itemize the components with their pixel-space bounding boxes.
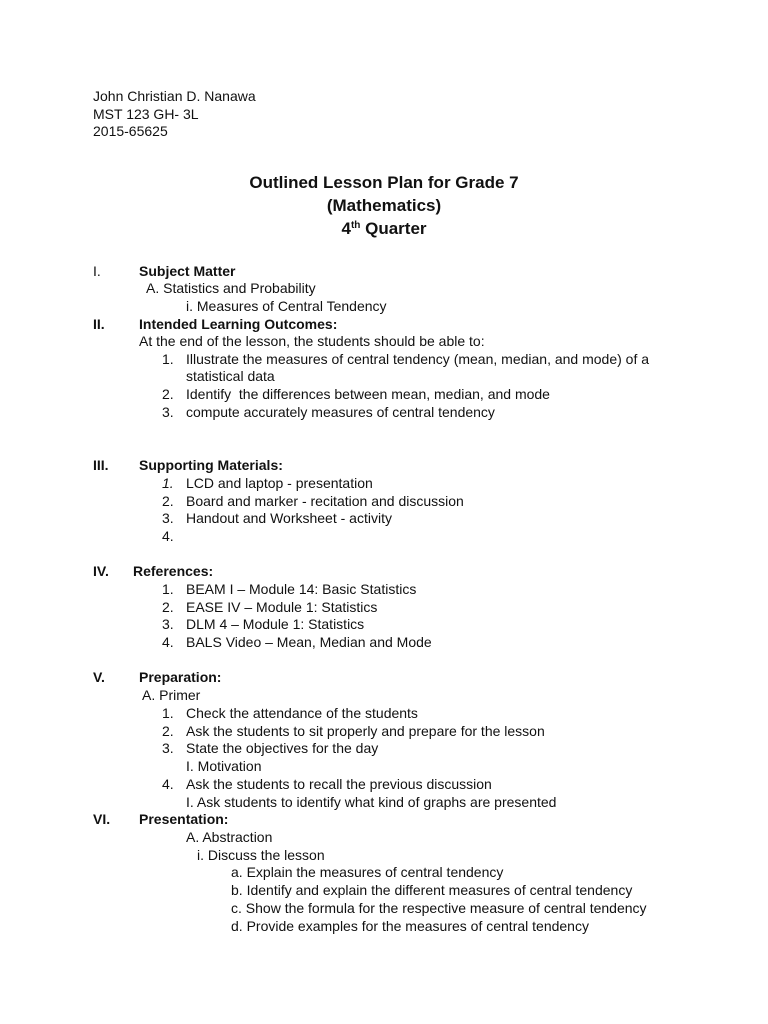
document-subtitle: (Mathematics)	[326, 196, 442, 215]
list-item-number: 2.	[162, 599, 174, 615]
list-item: State the objectives for the day	[186, 740, 379, 756]
student-id: 2015-65625	[93, 123, 168, 139]
list-item: BEAM I – Module 14: Basic Statistics	[186, 581, 417, 597]
section-3-heading: Supporting Materials:	[139, 457, 283, 473]
list-item: Handout and Worksheet - activity	[186, 510, 392, 526]
list-item: Illustrate the measures of central tendency (mean, median, and mode) of a	[186, 351, 650, 367]
list-item-number: 2.	[162, 386, 174, 402]
list-item: Ask the students to sit properly and prepare for the lesson	[186, 723, 545, 739]
list-item: Board and marker - recitation and discussion	[186, 493, 464, 509]
section-5-number: V.	[93, 669, 105, 685]
course-code: MST 123 GH- 3L	[93, 106, 199, 122]
list-item-number: 4.	[162, 528, 174, 544]
list-item: EASE IV – Module 1: Statistics	[186, 599, 378, 615]
document-quarter	[0, 218, 768, 240]
list-item-continuation: statistical data	[186, 368, 275, 384]
list-item: LCD and laptop - presentation	[186, 475, 373, 491]
list-item-number: 2.	[162, 493, 174, 509]
section-6-heading: Presentation:	[139, 811, 229, 827]
section-4-heading: References:	[133, 563, 214, 579]
section-6-sub-a: A. Abstraction	[186, 829, 273, 845]
list-item: compute accurately measures of central tendency	[186, 404, 495, 420]
list-sub-item: a. Explain the measures of central tendency	[231, 864, 504, 880]
list-item-number: 4.	[162, 776, 174, 792]
list-sub-item: c. Show the formula for the respective measure of central tendency	[231, 900, 647, 916]
list-item-number: 4.	[162, 634, 174, 650]
list-item: DLM 4 – Module 1: Statistics	[186, 616, 365, 632]
section-6-sub-i: i. Discuss the lesson	[197, 847, 325, 863]
list-item-number: 1.	[162, 475, 174, 491]
list-item: Check the attendance of the students	[186, 705, 418, 721]
section-5-heading: Preparation:	[139, 669, 222, 685]
list-sub-item: b. Identify and explain the different measures of central tendency	[231, 882, 633, 898]
list-item-number: 1.	[162, 705, 174, 721]
list-item-number: 1.	[162, 351, 174, 367]
list-item-number: 3.	[162, 616, 174, 632]
list-sub-item: I. Motivation	[186, 758, 262, 774]
section-1-heading: Subject Matter	[139, 263, 236, 279]
list-sub-item: I. Ask students to identify what kind of graphs are presented	[186, 794, 557, 810]
section-2-intro: At the end of the lesson, the students should be able to:	[139, 333, 485, 349]
list-item-number: 2.	[162, 723, 174, 739]
list-item: BALS Video – Mean, Median and Mode	[186, 634, 432, 650]
section-1-sub-a: A. Statistics and Probability	[146, 280, 316, 296]
section-3-number: III.	[93, 457, 109, 473]
list-item-number: 1.	[162, 581, 174, 597]
quarter-number: 4	[341, 219, 351, 238]
section-6-number: VI.	[93, 811, 111, 827]
list-item: Identify the differences between mean, median, and mode	[186, 386, 550, 402]
section-4-number: IV.	[93, 563, 109, 579]
list-item: Ask the students to recall the previous discussion	[186, 776, 492, 792]
document-title: Outlined Lesson Plan for Grade 7	[249, 173, 519, 192]
author-name: John Christian D. Nanawa	[93, 88, 256, 104]
quarter-label: Quarter	[360, 219, 427, 238]
quarter-suffix: th	[350, 220, 361, 231]
section-1-number: I.	[93, 263, 101, 279]
list-item-number: 3.	[162, 510, 174, 526]
section-1-sub-i: i. Measures of Central Tendency	[186, 298, 387, 314]
section-5-sub-a: A. Primer	[142, 687, 201, 703]
list-sub-item: d. Provide examples for the measures of central tendency	[231, 918, 589, 934]
list-item-number: 3.	[162, 740, 174, 756]
list-item-number: 3.	[162, 404, 174, 420]
section-2-number: II.	[93, 316, 105, 332]
section-2-heading: Intended Learning Outcomes:	[139, 316, 338, 332]
